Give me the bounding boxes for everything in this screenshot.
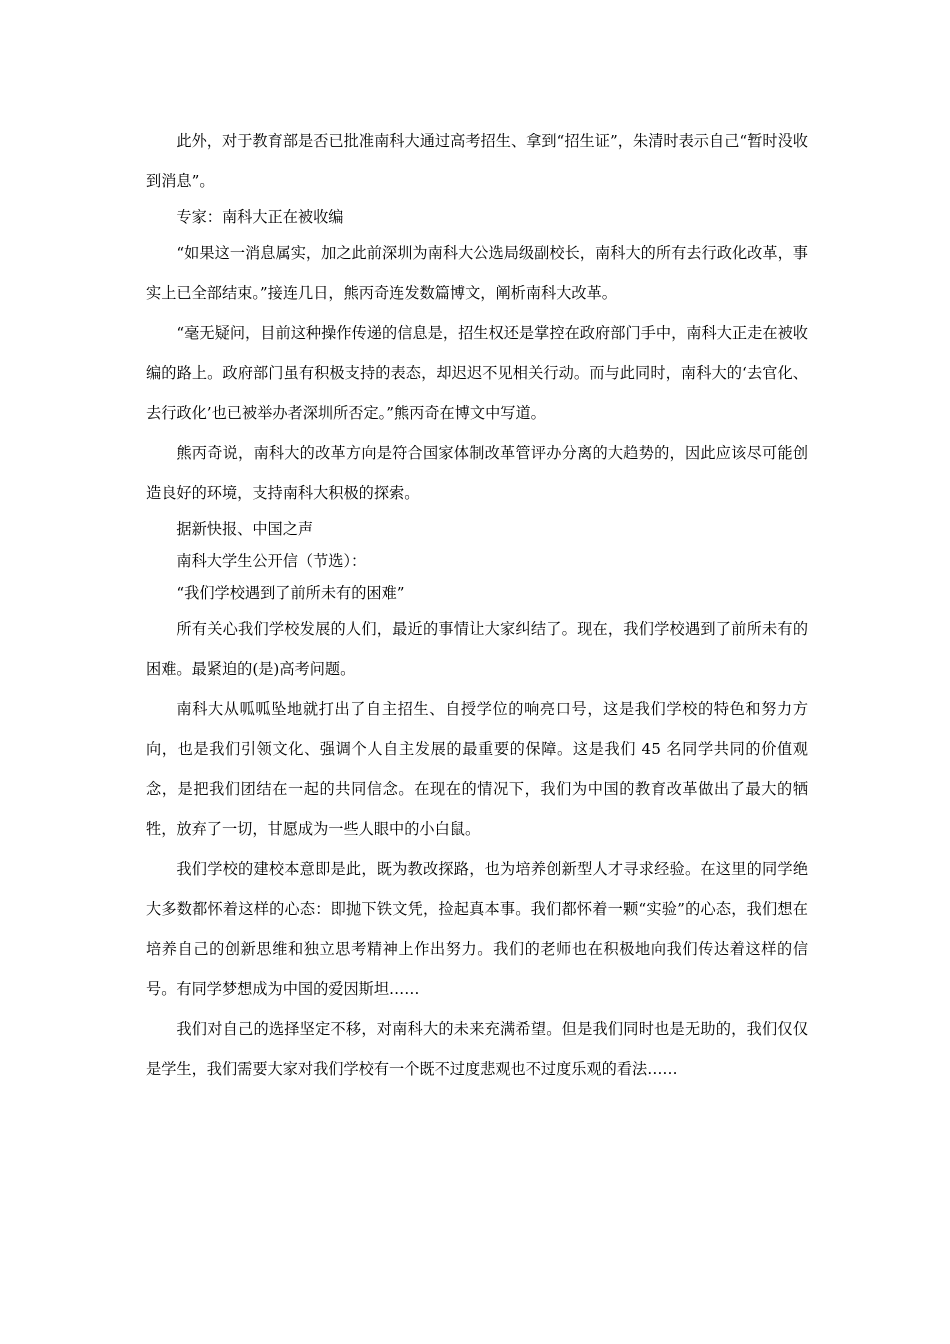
paragraph-letter-hope: 我们对自己的选择坚定不移，对南科大的未来充满希望。但是我们同时也是无助的，我们仅仅是学生，我们需要大家对我们学校有一个既不过度悲观也不过度乐观的看法……: [146, 1020, 808, 1078]
paragraph-letter-founding-purpose: 我们学校的建校本意即是此，既为教改探路，也为培养创新型人才寻求经验。在这里的同学绝大多数都怀着这样的心态：即抛下铁文凭，捡起真本事。我们都怀着一颗“实验”的心态，我们想在培养自己的创新思维和独立思考精神上作出努力。我们的老师也在积极地向我们传达着这样的信号。有同学梦想成为中国的爱因斯坦……: [146, 860, 808, 998]
section-heading-open-letter: 南科大学生公开信（节选）：: [176, 552, 367, 570]
paragraph-quote-reform-ended: “如果这一消息属实，加之此前深圳为南科大公选局级副校长，南科大的所有去行政化改革，事实上已全部结束。”接连几日，熊丙奇连发数篇博文，阐析南科大改革。: [146, 244, 808, 302]
paragraph-quote-being-absorbed: “毫无疑问，目前这种操作传递的信息是，招生权还是掌控在政府部门手中，南科大正走在被收编的路上。政府部门虽有积极支持的表态，却迟迟不见相关行动。而与此同时，南科大的‘去官化、去行政化’也已被举办者深圳所否定。”熊丙奇在博文中写道。: [146, 324, 808, 422]
paragraph-letter-intro: 所有关心我们学校发展的人们，最近的事情让大家纠结了。现在，我们学校遇到了前所未有的困难。最紧迫的(是)高考问题。: [146, 620, 808, 678]
article-body: [146, 121, 808, 1089]
paragraph-reform-direction: 熊丙奇说，南科大的改革方向是符合国家体制改革管评办分离的大趋势的，因此应该尽可能创造良好的环境，支持南科大积极的探索。: [146, 444, 808, 502]
letter-title-quote: “我们学校遇到了前所未有的困难”: [176, 584, 405, 602]
section-heading-expert: 专家：南科大正在被收编: [176, 208, 344, 226]
source-credit: 据新快报、中国之声: [176, 520, 314, 538]
paragraph-enrollment-certificate: 此外，对于教育部是否已批准南科大通过高考招生、拿到“招生证”，朱清时表示自己“暂时没收到消息”。: [146, 132, 808, 190]
paragraph-letter-autonomy: 南科大从呱呱坠地就打出了自主招生、自授学位的响亮口号，这是我们学校的特色和努力方向，也是我们引领文化、强调个人自主发展的最重要的保障。这是我们 45 名同学共同的价值观念，是把我们团结在一起的共同信念。在现在的情况下，我们为中国的教育改革做出了最大的牺牲，放弃了一切，甘愿成为一些人眼中的小白鼠。: [146, 700, 808, 838]
